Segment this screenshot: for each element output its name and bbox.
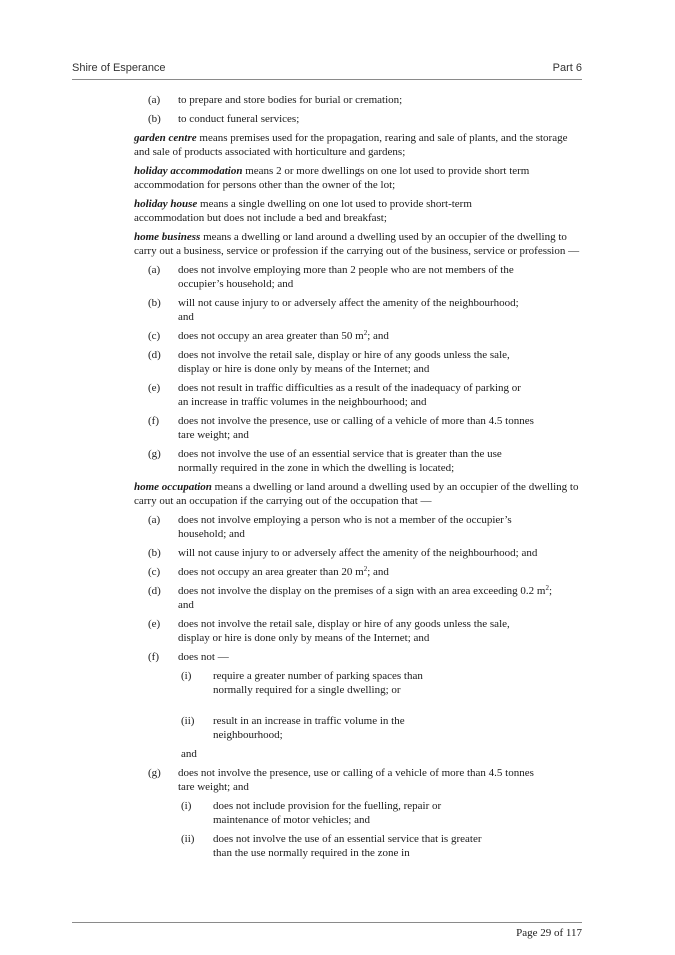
list-item: (e) does not involve the retail sale, display or hire of any goods unless the sale, display or hire is done only by means of the Internet; and <box>148 618 510 644</box>
list-item: (d) does not involve the retail sale, display or hire of any goods unless the sale, display or hire is done only by means of the Internet; and <box>148 349 510 375</box>
list-item: (b) will not cause injury to or adversely affect the amenity of the neighbourhood; and <box>148 547 538 559</box>
document-body <box>134 93 584 865</box>
definition-holiday-accommodation: holiday accommodation means 2 or more dwellings on one lot used to provide short term accommodation for persons other than the owner of the lot; <box>134 165 530 191</box>
definition-home-business: home business means a dwelling or land around a dwelling used by an occupier of the dwelling to carry out a business, service or profession if the carrying out of the business, service or profession — <box>134 231 580 257</box>
sub-list-item: (ii) does not involve the use of an essential service that is greater than the use normally required in the zone in <box>181 833 482 859</box>
definition-garden-centre: garden centre means premises used for the propagation, rearing and sale of plants, and the storage and sale of products associated with horticulture and gardens; <box>134 132 568 158</box>
sub-list-item: (ii) result in an increase in traffic volume in the neighbourhood; <box>181 715 405 741</box>
definition-home-occupation: home occupation means a dwelling or land around a dwelling used by an occupier of the dwelling to carry out an occupation if the carrying out of the occupation that — <box>134 481 579 507</box>
list-item: (c) does not occupy an area greater than 20 $m^2$; and <box>148 565 389 578</box>
definition-holiday-house: holiday house means a single dwelling on one lot used to provide short-term accommodation but does not include a bed and breakfast; <box>134 198 472 224</box>
and-connector: and <box>181 748 197 760</box>
list-item: (d) does not involve the display on the premises of a sign with an area exceeding 0.2 $m^2$; and <box>148 584 553 611</box>
list-item: (f) does not involve the presence, use or calling of a vehicle of more than 4.5 tonnes tare weight; and <box>148 415 534 441</box>
page-number: Page 29 of 117 <box>516 927 582 939</box>
page-footer <box>72 922 582 939</box>
page-header <box>72 61 582 80</box>
list-item: (a) does not involve employing a person who is not a member of the occupier’s household; and <box>148 514 512 540</box>
list-item: (a) to prepare and store bodies for burial or cremation; <box>148 94 403 106</box>
header-part: Part 6 <box>552 62 582 74</box>
list-item: (b) will not cause injury to or adversely affect the amenity of the neighbourhood; and <box>148 297 519 323</box>
list-item: (e) does not result in traffic difficulties as a result of the inadequacy of parking or an increase in traffic volumes in the neighbourhood; and <box>148 382 521 408</box>
sub-list-item: (i) does not include provision for the fuelling, repair or maintenance of motor vehicles; and <box>181 800 442 826</box>
list-item: (b) to conduct funeral services; <box>148 113 300 125</box>
list-item: (g) does not involve the presence, use or calling of a vehicle of more than 4.5 tonnes tare weight; and <box>148 767 534 793</box>
list-item: (g) does not involve the use of an essential service that is greater than the use normally required in the zone in which the dwelling is located; <box>148 448 502 474</box>
list-item: (f) does not — <box>148 651 229 663</box>
header-org: Shire of Esperance <box>72 62 166 74</box>
list-item: (a) does not involve employing more than 2 people who are not members of the occupier’s household; and <box>148 264 514 290</box>
sub-list-item: (i) require a greater number of parking spaces than normally required for a single dwelling; or <box>181 670 423 696</box>
list-item: (c) does not occupy an area greater than 50 $m^2$; and <box>148 329 389 342</box>
